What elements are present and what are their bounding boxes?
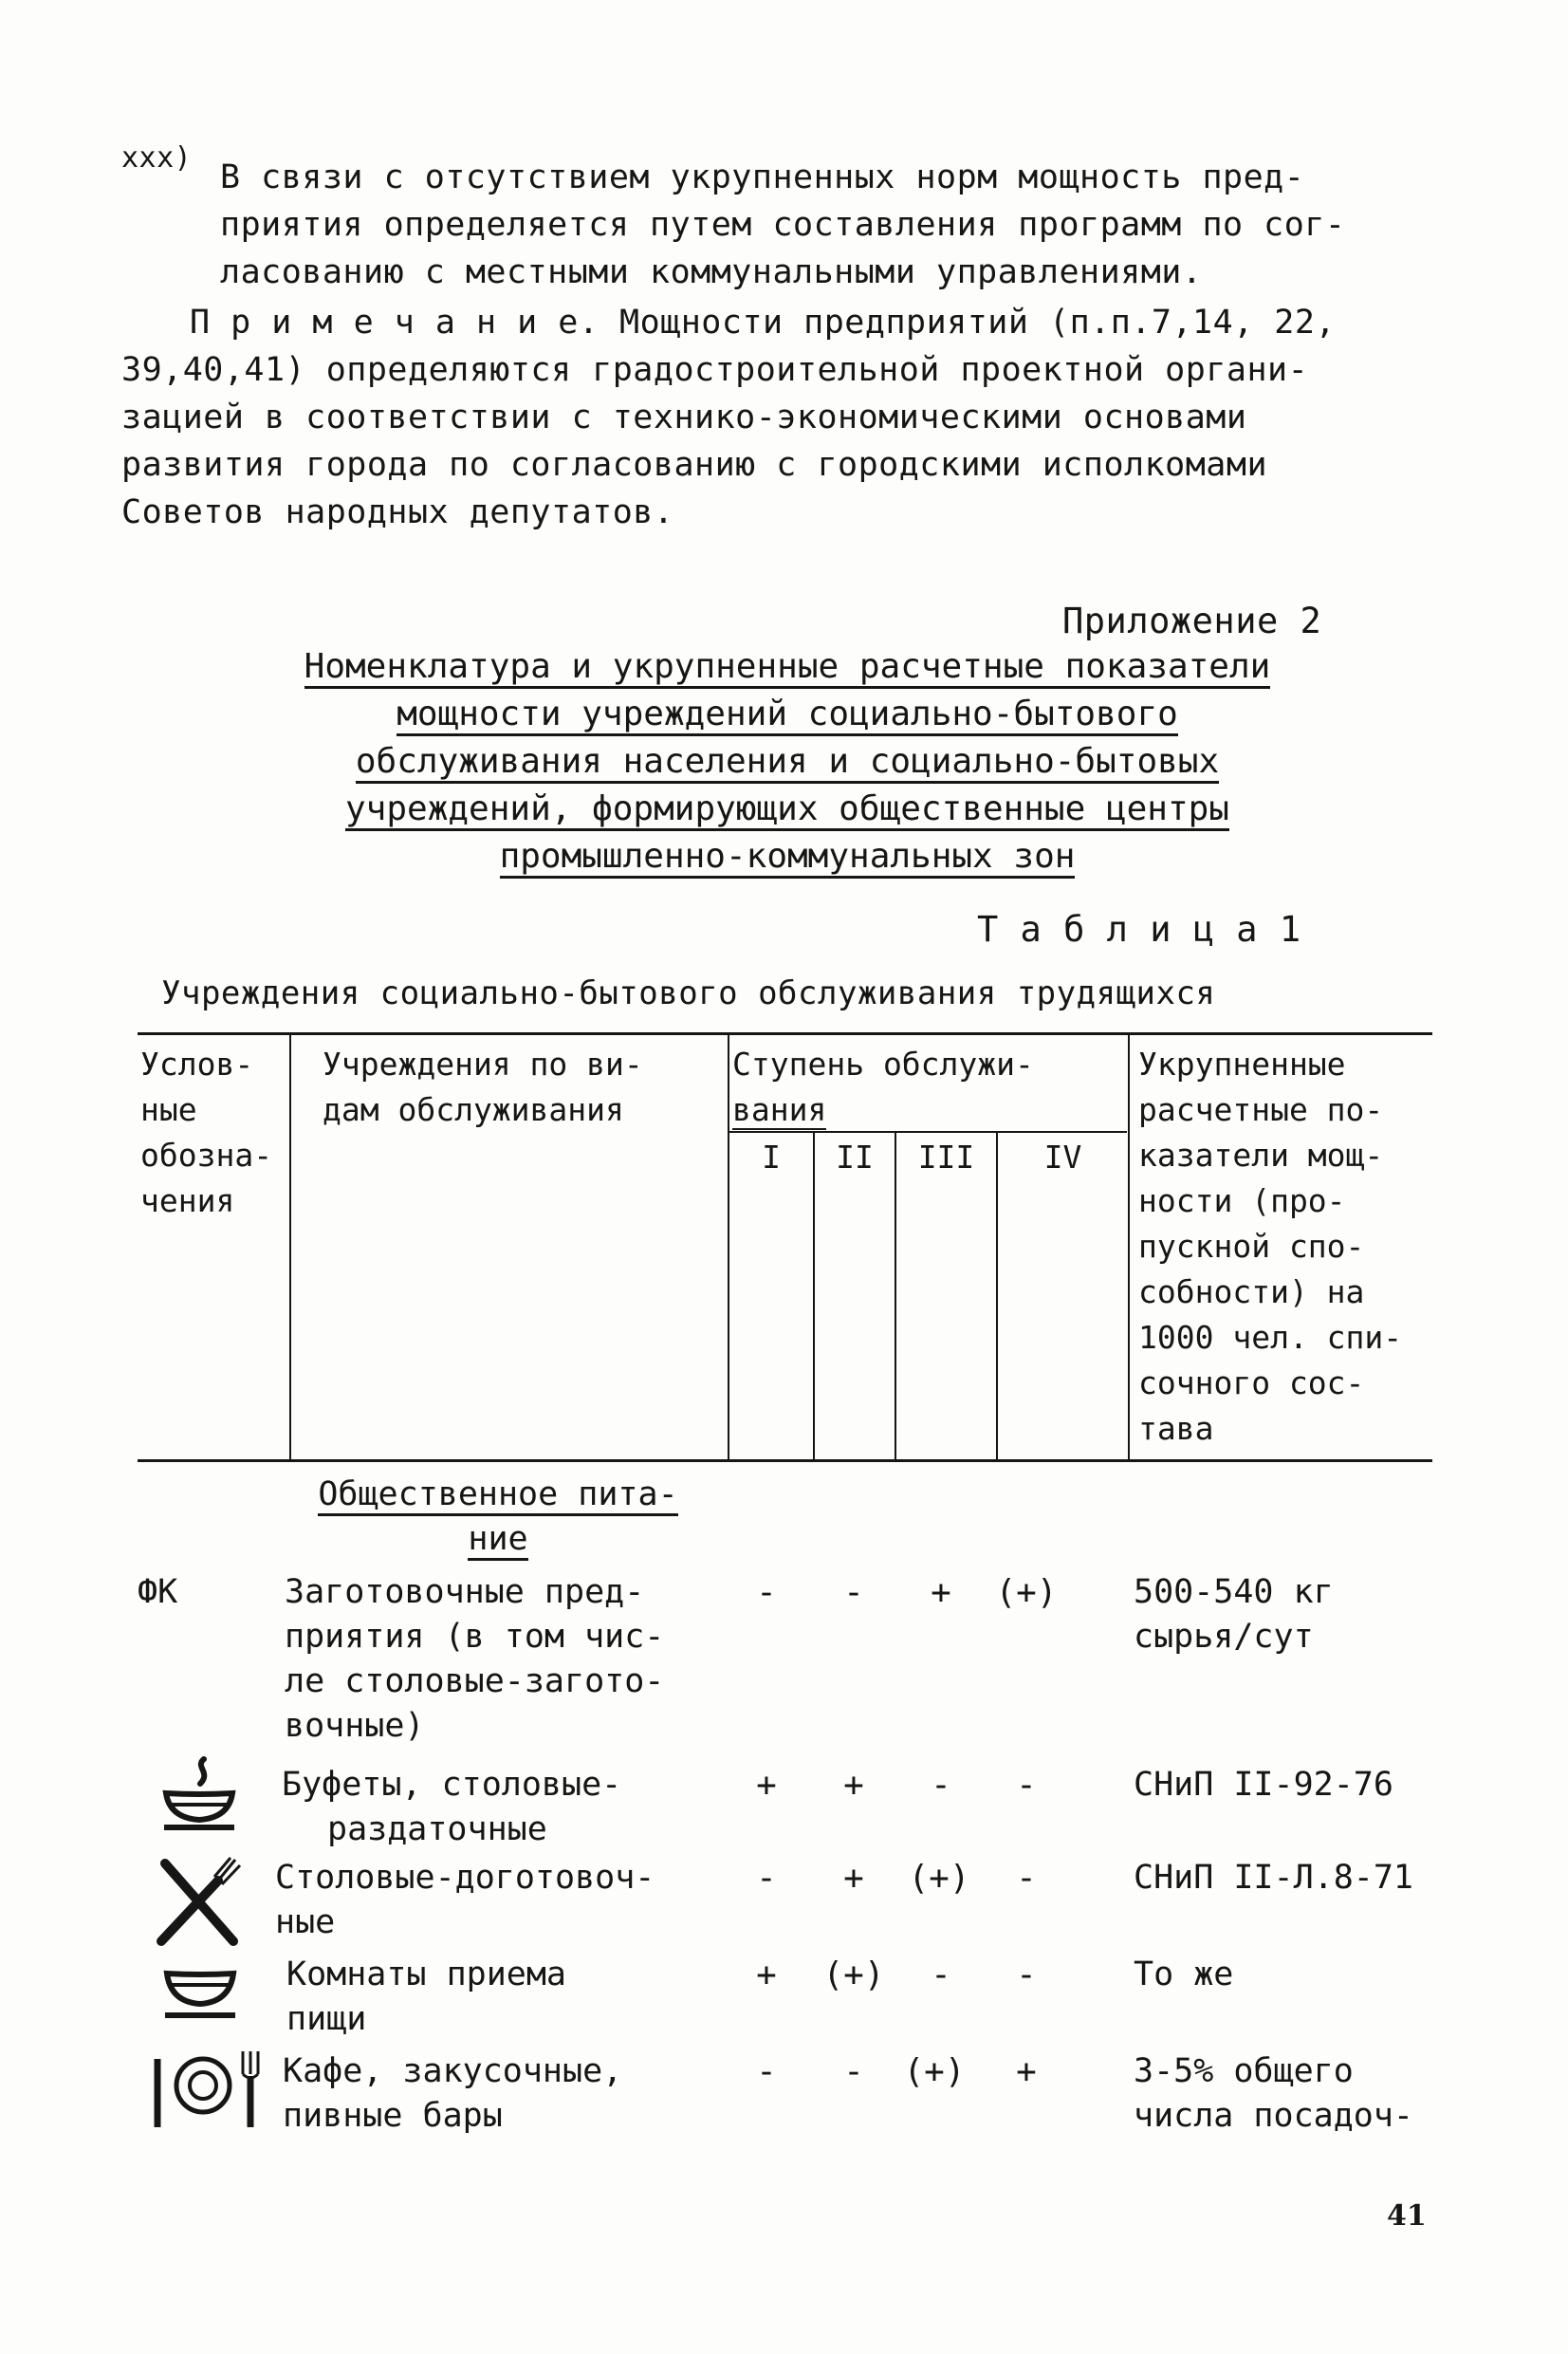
row-capacity: СНиП II-Л.8-71	[1134, 1859, 1414, 1897]
plate-cutlery-icon	[150, 2048, 273, 2129]
footnote-marker: xxx)	[121, 141, 193, 175]
header-symbol: Услов- ные обозна- чения	[140, 1046, 273, 1219]
row-name: Буфеты, столовые- раздаточные	[282, 1766, 622, 1848]
header-institutions: Учреждения по ви- дам обслуживания	[323, 1046, 643, 1128]
row-mark-stage-3: (+)	[908, 1859, 970, 1898]
note-line-3: зацией в соответствии с технико-экономическими основами	[121, 399, 1247, 436]
header-stage-2: II	[836, 1139, 874, 1176]
steaming-bowl-icon	[157, 1755, 242, 1833]
table-caption: Учреждения социально-бытового обслуживания трудящихся	[161, 974, 1216, 1012]
row-mark-stage-1: +	[756, 1955, 777, 1994]
row-capacity: СНиП II-92-76	[1134, 1766, 1393, 1804]
row-mark-stage-3: (+)	[903, 2052, 966, 2091]
row-mark-stage-2: (+)	[822, 1955, 885, 1994]
row-mark-stage-1: -	[756, 2052, 777, 2091]
footnote-line-1: В связи с отсутствием укрупненных норм мощность пред-	[220, 158, 1305, 196]
row-mark-stage-2: +	[843, 1859, 864, 1898]
row-mark-stage-4: -	[1016, 1766, 1037, 1805]
row-mark-stage-2: -	[843, 2052, 864, 2091]
row-capacity: 3-5% общего числа посадоч-	[1134, 2052, 1414, 2135]
row-mark-stage-4: -	[1016, 1859, 1037, 1898]
page-number: 41	[1387, 2199, 1427, 2233]
row-mark-stage-2: -	[843, 1573, 864, 1612]
note-line-4: развития города по согласованию с городскими исполкомами	[121, 446, 1268, 484]
appendix-title-line-3: обслуживания населения и социально-бытовых	[356, 742, 1219, 784]
header-stage: Ступень обслужи- вания	[732, 1046, 1034, 1128]
row-mark-stage-4: -	[1016, 1955, 1037, 1994]
row-capacity: 500-540 кг сырья/сут	[1134, 1573, 1334, 1656]
table-top-rule	[138, 1032, 1432, 1035]
row-symbol: ФК	[138, 1573, 178, 1611]
row-mark-stage-3: +	[931, 1573, 951, 1612]
column-rule-1	[289, 1034, 291, 1461]
row-mark-stage-1: -	[756, 1859, 777, 1898]
header-capacity: Укрупненные расчетные по- казатели мощ- ности (про- пускной спо- собности) на 1000 чел. спи- сочного сос- тава	[1138, 1046, 1403, 1447]
appendix-title-line-4: учреждений, формирующих общественные центры	[345, 789, 1229, 831]
row-name: Столовые-доготовоч- ные	[275, 1859, 655, 1941]
table-header-rule	[138, 1459, 1432, 1462]
bowl-icon	[159, 1966, 241, 2023]
note-line-2: 39,40,41) определяются градостроительной проектной органи-	[121, 351, 1309, 389]
column-rule-2	[728, 1034, 729, 1461]
appendix-title-line-1: Номенклатура и укрупненные расчетные показатели	[304, 647, 1271, 689]
row-name: Заготовочные пред- приятия (в том чис- ле столовые-загото- вочные)	[285, 1573, 665, 1745]
footnote-line-3: ласованию с местными коммунальными управлениями.	[220, 253, 1203, 291]
appendix-title-line-5: промышленно-коммунальных зон	[500, 837, 1076, 879]
row-name: Комнаты приема пищи	[286, 1955, 567, 2038]
section-heading: Общественное пита- ние	[289, 1473, 707, 1562]
column-rule-3	[813, 1132, 815, 1461]
column-rule-6	[1128, 1034, 1130, 1461]
table-row	[138, 1570, 177, 1615]
row-mark-stage-4: (+)	[995, 1573, 1058, 1612]
table-label: Т а б л и ц а 1	[977, 909, 1301, 950]
fork-spoon-crossed-icon	[152, 1856, 243, 1947]
row-mark-stage-3: -	[931, 1766, 951, 1805]
row-mark-stage-3: -	[931, 1955, 951, 1994]
note-line-1: П р и м е ч а н и е. Мощности предприятий (п.п.7,14, 22,	[190, 304, 1337, 342]
header-stage-4: IV	[1043, 1139, 1082, 1176]
appendix-title-line-2: мощности учреждений социально-бытового	[397, 695, 1178, 736]
row-name: Кафе, закусочные, пивные бары	[283, 2052, 623, 2135]
appendix-label: Приложение 2	[1062, 601, 1322, 641]
row-mark-stage-2: +	[843, 1766, 864, 1805]
row-mark-stage-4: +	[1016, 2052, 1037, 2091]
row-mark-stage-1: +	[756, 1766, 777, 1805]
header-stage-1: I	[762, 1139, 781, 1176]
row-mark-stage-1: -	[756, 1573, 777, 1612]
column-rule-5	[996, 1132, 998, 1461]
row-capacity: То же	[1134, 1955, 1234, 1993]
header-stage-3: III	[917, 1139, 975, 1176]
footnote-line-2: приятия определяется путем составления программ по сог-	[220, 206, 1346, 244]
note-line-5: Советов народных депутатов.	[121, 493, 674, 531]
column-rule-4	[895, 1132, 896, 1461]
appendix-title	[247, 643, 1328, 880]
